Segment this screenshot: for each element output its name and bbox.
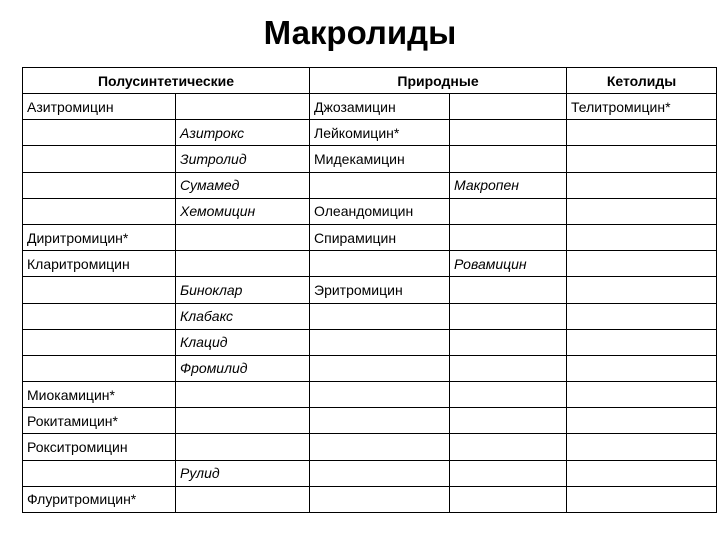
- table-cell-b: [176, 382, 310, 408]
- table-cell-d: [450, 303, 567, 329]
- page-title: Макролиды: [263, 14, 457, 51]
- header-ketolides: Кетолиды: [567, 68, 717, 94]
- table-cell-a: [23, 303, 176, 329]
- table-cell-e: [567, 355, 717, 381]
- table-cell-d: [450, 329, 567, 355]
- table-row: [23, 146, 717, 172]
- table-cell-b: [176, 224, 310, 250]
- table-row: [23, 434, 717, 460]
- table-cell-d: [450, 434, 567, 460]
- table-row: [23, 224, 717, 250]
- table-cell-c: Джозамицин: [310, 94, 450, 120]
- table-cell-b: Азитрокс: [176, 120, 310, 146]
- table-cell-e: [567, 224, 717, 250]
- macrolides-table: [22, 67, 717, 513]
- table-row: [23, 382, 717, 408]
- table-cell-e: [567, 303, 717, 329]
- table-cell-d: [450, 408, 567, 434]
- table-cell-d: [450, 198, 567, 224]
- table-cell-d: [450, 382, 567, 408]
- table-cell-a: Флуритромицин*: [23, 486, 176, 512]
- table-cell-a: [23, 329, 176, 355]
- table-cell-c: [310, 303, 450, 329]
- table-cell-c: Эритромицин: [310, 277, 450, 303]
- table-cell-c: Спирамицин: [310, 224, 450, 250]
- table-cell-d: [450, 146, 567, 172]
- table-row: [23, 408, 717, 434]
- table-row: [23, 355, 717, 381]
- table-cell-d: Ровамицин: [450, 251, 567, 277]
- table-cell-d: [450, 486, 567, 512]
- table-cell-e: [567, 251, 717, 277]
- table-row: [23, 486, 717, 512]
- table-cell-b: [176, 434, 310, 460]
- table-cell-c: [310, 251, 450, 277]
- table-cell-b: [176, 408, 310, 434]
- table-cell-e: [567, 434, 717, 460]
- table-cell-b: Фромилид: [176, 355, 310, 381]
- table-cell-e: Телитромицин*: [567, 94, 717, 120]
- table-cell-a: [23, 172, 176, 198]
- table-row: [23, 94, 717, 120]
- table-row: [23, 120, 717, 146]
- table-cell-a: [23, 355, 176, 381]
- table-header-row: [23, 68, 717, 94]
- table-cell-e: [567, 120, 717, 146]
- table-cell-a: Кларитромицин: [23, 251, 176, 277]
- table-cell-a: [23, 277, 176, 303]
- table-cell-e: [567, 460, 717, 486]
- table-cell-a: Рокситромицин: [23, 434, 176, 460]
- table-cell-a: [23, 460, 176, 486]
- table-cell-c: [310, 172, 450, 198]
- table-cell-a: [23, 146, 176, 172]
- table-cell-b: Клацид: [176, 329, 310, 355]
- table-cell-a: Азитромицин: [23, 94, 176, 120]
- table-cell-c: [310, 355, 450, 381]
- table-row: [23, 251, 717, 277]
- table-row: [23, 303, 717, 329]
- table-cell-e: [567, 408, 717, 434]
- table-cell-e: [567, 329, 717, 355]
- table-cell-c: Мидекамицин: [310, 146, 450, 172]
- table-row: [23, 172, 717, 198]
- table-row: [23, 329, 717, 355]
- table-cell-b: [176, 486, 310, 512]
- table-cell-c: Лейкомицин*: [310, 120, 450, 146]
- table-cell-c: [310, 486, 450, 512]
- table-cell-b: [176, 251, 310, 277]
- table-cell-d: [450, 277, 567, 303]
- table-cell-b: [176, 94, 310, 120]
- table-cell-c: [310, 382, 450, 408]
- table-cell-b: Зитролид: [176, 146, 310, 172]
- table-cell-d: [450, 460, 567, 486]
- table-cell-b: Рулид: [176, 460, 310, 486]
- table-cell-a: Рокитамицин*: [23, 408, 176, 434]
- table-cell-c: [310, 434, 450, 460]
- table-cell-b: Сумамед: [176, 172, 310, 198]
- table-cell-e: [567, 486, 717, 512]
- table-cell-c: [310, 408, 450, 434]
- table-cell-c: Олеандомицин: [310, 198, 450, 224]
- table-cell-e: [567, 382, 717, 408]
- table-cell-a: Миокамицин*: [23, 382, 176, 408]
- table-cell-a: [23, 198, 176, 224]
- table-cell-e: [567, 146, 717, 172]
- table-row: [23, 460, 717, 486]
- table-cell-d: [450, 120, 567, 146]
- table-row: [23, 198, 717, 224]
- table-cell-b: Клабакс: [176, 303, 310, 329]
- table-cell-b: Хемомицин: [176, 198, 310, 224]
- table-cell-d: [450, 94, 567, 120]
- header-semisynthetic: Полусинтетические: [23, 68, 310, 94]
- table-cell-e: [567, 277, 717, 303]
- header-natural: Природные: [310, 68, 567, 94]
- table-cell-d: [450, 355, 567, 381]
- table-cell-d: [450, 224, 567, 250]
- table-cell-a: Диритромицин*: [23, 224, 176, 250]
- table-cell-b: Биноклар: [176, 277, 310, 303]
- table-cell-e: [567, 172, 717, 198]
- table-cell-c: [310, 329, 450, 355]
- table-cell-a: [23, 120, 176, 146]
- table-row: [23, 277, 717, 303]
- table-cell-e: [567, 198, 717, 224]
- table-cell-d: Макропен: [450, 172, 567, 198]
- table-cell-c: [310, 460, 450, 486]
